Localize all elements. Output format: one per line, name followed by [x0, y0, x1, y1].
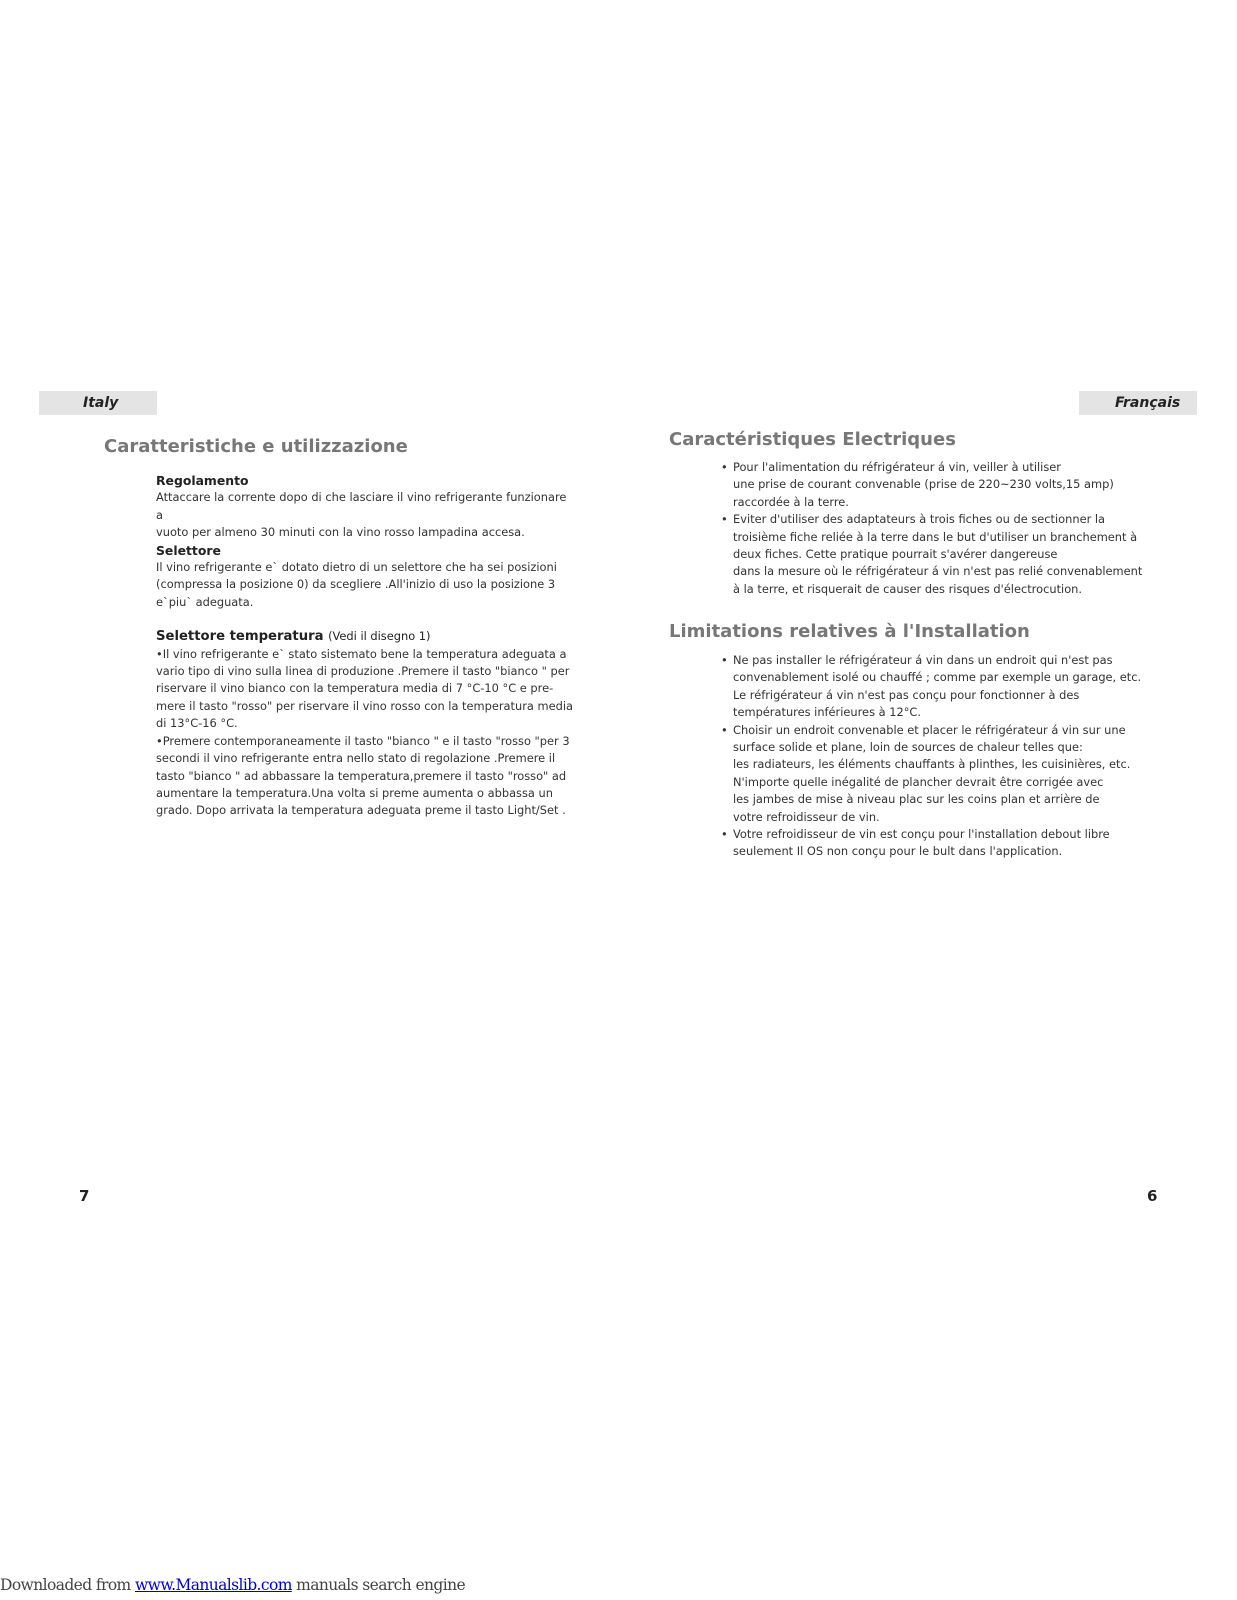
- subheading-text: Selettore temperatura: [156, 629, 324, 645]
- text-line: les jambes de mise à niveau plac sur les coins plan et arrière de: [733, 792, 1100, 807]
- installation-text-column: [721, 652, 1151, 861]
- section-title-installation: Limitations relatives à l'Installation: [669, 621, 1030, 642]
- text-line: votre refroidisseur de vin.: [733, 809, 880, 824]
- section-title-caratteristiche: Caratteristiche e utilizzazione: [104, 436, 408, 457]
- footer-prefix: Downloaded from: [0, 1576, 135, 1594]
- text-line: grado. Dopo arrivata la temperatura adeguata preme il tasto Light/Set .: [156, 803, 566, 818]
- list-item: [721, 722, 1151, 826]
- subheading-selettore: Selettore: [156, 542, 221, 558]
- list-item: [721, 652, 1151, 722]
- list-item: [721, 459, 1151, 511]
- text-line: températures inférieures à 12°C.: [733, 705, 921, 720]
- electrical-text-column: [721, 459, 1151, 598]
- text-line: •Premere contemporaneamente il tasto "bianco " e il tasto "rosso "per 3: [156, 733, 570, 748]
- text-line: deux fiches. Cette pratique pourrait s'avérer dangereuse: [733, 547, 1058, 562]
- text-line: • Votre refroidisseur de vin est conçu pour l'installation debout libre: [733, 827, 1110, 842]
- text-line: vuoto per almeno 30 minuti con la vino rosso lampadina accesa.: [156, 525, 525, 540]
- text-line: dans la mesure où le réfrigérateur á vin n'est pas relié convenablement: [733, 564, 1143, 579]
- page-number-right: 6: [1147, 1187, 1158, 1205]
- language-tab-label: Italy: [83, 395, 119, 411]
- manualslib-link[interactable]: www.Manualslib.com: [135, 1576, 292, 1594]
- text-line: (compressa la posizione 0) da scegliere .All'inizio di uso la posizione 3: [156, 577, 556, 592]
- text-line: à la terre, et risquerait de causer des risques d'électrocution.: [733, 581, 1083, 596]
- text-line: N'importe quelle inégalité de plancher devrait être corrigée avec: [733, 774, 1104, 789]
- language-tab-italy: [39, 391, 157, 415]
- footer-suffix: manuals search engine: [291, 1576, 466, 1594]
- subheading-selettore-temperatura: [156, 628, 576, 645]
- text-line: Le réfrigérateur á vin n'est pas conçu pour fonctionner à des: [733, 687, 1080, 702]
- section-title-electriques: Caractéristiques Electriques: [669, 429, 956, 450]
- text-line: raccordée à la terre.: [733, 494, 849, 509]
- installation-bullet-list: [721, 652, 1151, 861]
- figure-reference-note: (Vedi il disegno 1): [328, 629, 431, 644]
- text-line: Attaccare la corrente dopo di che lasciare il vino refrigerante funzionare a: [156, 490, 567, 522]
- list-item: [721, 826, 1151, 861]
- text-line: convenablement isolé ou chauffé ; comme par exemple un garage, etc.: [733, 670, 1142, 685]
- text-line: di 13°C-16 °C.: [156, 716, 238, 731]
- language-tab-francais: [1079, 391, 1197, 415]
- italian-text-column: [156, 472, 576, 820]
- text-line: • Ne pas installer le réfrigérateur á vin dans un endroit qui n'est pas: [733, 653, 1113, 667]
- text-line: • Eviter d'utiliser des adaptateurs à trois fiches ou de sectionner la: [733, 512, 1106, 527]
- text-line: •Il vino refrigerante e` stato sistemato bene la temperatura adeguata a: [156, 646, 567, 661]
- text-line: une prise de courant convenable (prise de 220~230 volts,15 amp): [733, 477, 1114, 492]
- text-line: riservare il vino bianco con la temperatura media di 7 °C-10 °C e pre-: [156, 681, 554, 696]
- text-line: les radiateurs, les éléments chauffants à plinthes, les cuisinières, etc.: [733, 757, 1131, 772]
- text-line: • Pour l'alimentation du réfrigérateur á vin, veiller à utiliser: [733, 460, 1061, 474]
- text-line: mere il tasto "rosso" per riservare il vino rosso con la temperatura media: [156, 698, 573, 713]
- text-line: secondi il vino refrigerante entra nello stato di regolazione .Premere il: [156, 751, 556, 766]
- text-line: e`piu` adeguata.: [156, 594, 254, 609]
- page-number-left: 7: [79, 1187, 90, 1205]
- subheading-regolamento: Regolamento: [156, 473, 249, 488]
- language-tab-label: Français: [1115, 395, 1181, 411]
- text-line: seulement Il OS non conçu pour le bult dans l'application.: [733, 844, 1063, 859]
- text-line: surface solide et plane, loin de sources de chaleur telles que:: [733, 740, 1083, 755]
- text-line: troisième fiche reliée à la terre dans le but d'utiliser un branchement à: [733, 529, 1138, 544]
- list-item: [721, 511, 1151, 598]
- electrical-bullet-list: [721, 459, 1151, 598]
- download-footer: [0, 1576, 465, 1594]
- text-line: tasto "bianco " ad abbassare la temperatura,premere il tasto "rosso" ad: [156, 768, 567, 783]
- text-line: Il vino refrigerante e` dotato dietro di un selettore che ha sei posizioni: [156, 560, 557, 575]
- text-line: vario tipo di vino sulla linea di produzione .Premere il tasto "bianco " per: [156, 664, 570, 679]
- text-line: • Choisir un endroit convenable et placer le réfrigérateur á vin sur une: [733, 722, 1126, 737]
- text-line: aumentare la temperatura.Una volta si preme aumenta o abbassa un: [156, 785, 553, 800]
